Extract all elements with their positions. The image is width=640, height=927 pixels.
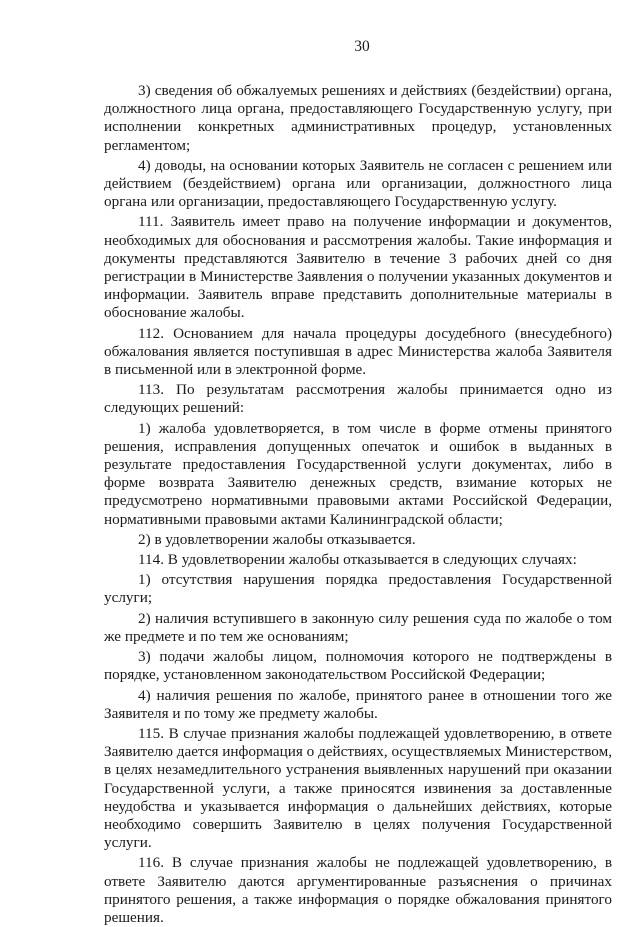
paragraph-114: 114. В удовлетворении жалобы отказывается в следующих случаях: (138, 551, 577, 569)
paragraph-112: 112. Основанием для начала процедуры досудебного (внесудебного) обжалования является поступившая в адрес Министерства жалоба Заявителя в письменной или в электронной форме. (104, 324, 612, 379)
document-body (104, 82, 612, 927)
paragraph-item-3: 3) сведения об обжалуемых решениях и действиях (бездействии) органа, должностного лица органа, предоставляющего Государственную услугу, при исполнении конкретных административных процедур, установленных регламентом; (104, 82, 612, 154)
paragraph-114-item-4: 4) наличия решения по жалобе, принятого ранее в отношении того же Заявителя и по тому же предмету жалобы. (104, 686, 612, 722)
paragraph-113-item-1: 1) жалоба удовлетворяется, в том числе в форме отмены принятого решения, исправления допущенных опечаток и ошибок в выданных в результате предоставления Государственной услуги документах, либо в форме возврата Заявителю денежных средств, взимание которых не предусмотрено нормативными правовыми актами Российской Федерации, нормативными правовыми актами Калининградской области; (104, 419, 612, 528)
paragraph-111: 111. Заявитель имеет право на получение информации и документов, необходимых для обоснования и рассмотрения жалобы. Такие информация и документы представляются Заявителю в течение 3 рабочих дней со дня регистрации в Министерстве Заявления о получении указанных документов и информации. Заявитель вправе представить дополнительные материалы в обоснование жалобы. (104, 213, 612, 322)
paragraph-item-4: 4) доводы, на основании которых Заявитель не согласен с решением или действием (бездействием) органа или организации, должностного лица органа или организации, предоставляющего Государственную услугу. (104, 156, 612, 211)
paragraph-115: 115. В случае признания жалобы подлежащей удовлетворению, в ответе Заявителю дается информация о действиях, осуществляемых Министерством, в целях незамедлительного устранения выявленных нарушений при оказании Государственной услуги, а также приносятся извинения за доставленные неудобства и указывается информация о дальнейших действиях, которые необходимо совершить Заявителю в целях получения Государственной услуги. (104, 724, 613, 852)
paragraph-113: 113. По результатам рассмотрения жалобы принимается одно из следующих решений: (104, 381, 612, 417)
paragraph-114-item-3: 3) подачи жалобы лицом, полномочия которого не подтверждены в порядке, установленном законодательством Российской Федерации; (104, 648, 612, 684)
page-number: 30 (354, 38, 370, 55)
paragraph-116: 116. В случае признания жалобы не подлежащей удовлетворению, в ответе Заявителю даются аргументированные разъяснения о причинах принятого решения, а также информация о порядке обжалования принятого решения. (104, 854, 612, 926)
paragraph-114-item-1: 1) отсутствия нарушения порядка предоставления Государственной услуги; (104, 571, 612, 607)
paragraph-114-item-2: 2) наличия вступившего в законную силу решения суда по жалобе о том же предмете и по тем же основаниям; (104, 609, 612, 645)
paragraph-113-item-2: 2) в удовлетворении жалобы отказывается. (138, 530, 416, 548)
